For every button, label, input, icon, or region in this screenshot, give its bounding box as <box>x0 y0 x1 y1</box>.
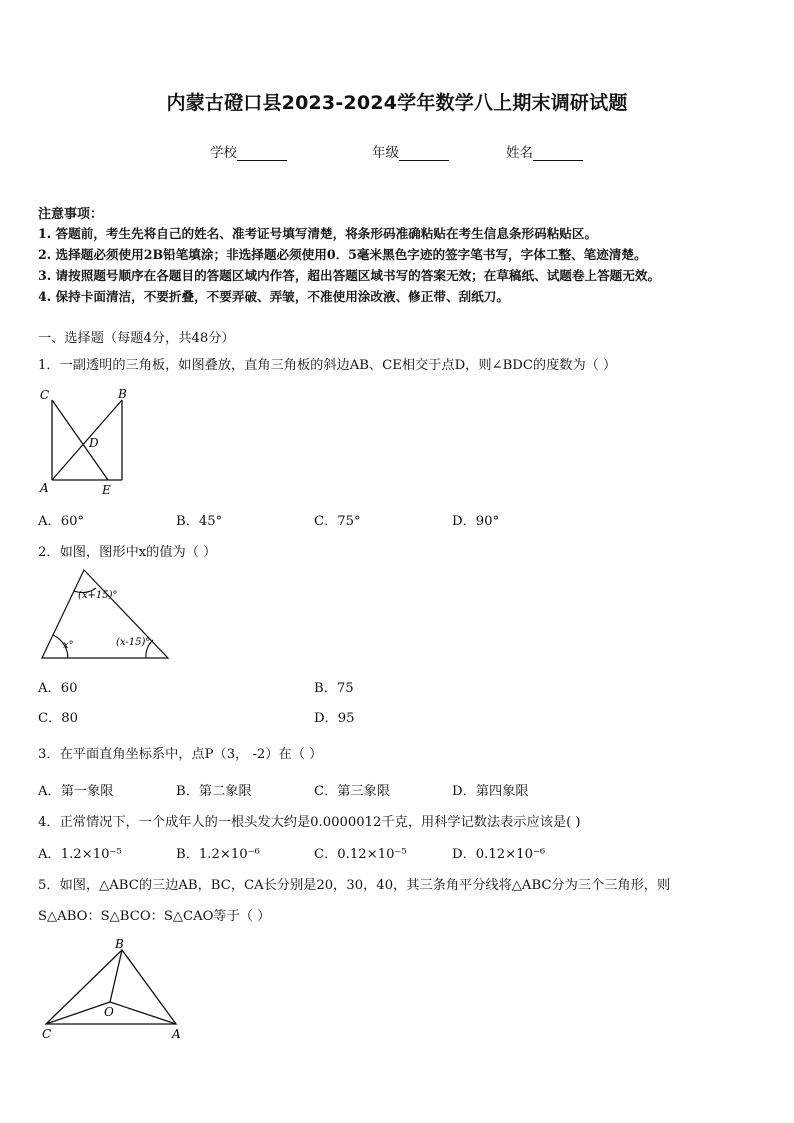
question-1-figure <box>36 384 136 500</box>
q1-option-b: B．45° <box>176 514 223 529</box>
q3-option-c: C．第三象限 <box>314 784 391 799</box>
label-a: A <box>172 1027 181 1041</box>
line-bo <box>110 950 122 1002</box>
question-5-figure <box>36 934 186 1044</box>
question-5-stem-ratio: S△ABO：S△BCO：S△CAO等于（ ） <box>38 909 271 924</box>
q2-option-a: A．60 <box>38 681 78 696</box>
q4-option-d: D．0.12×10⁻⁶ <box>452 847 546 862</box>
q3-option-d: D．第四象限 <box>452 784 529 799</box>
school-blank <box>237 146 287 161</box>
q1-option-c: C．75° <box>314 514 361 529</box>
grade-field <box>372 141 449 161</box>
line-co <box>46 1002 110 1024</box>
question-5-stem: 5．如图，△ABC的三边AB，BC，CA长分别是20，30，40，其三条角平分线将△ABC分为三个三角形，则 <box>38 878 671 893</box>
grade-label: 年级 <box>372 145 399 161</box>
label-right-angle: (x-15)° <box>116 637 151 648</box>
q3-option-a: A．第一象限 <box>38 784 114 799</box>
label-d: D <box>89 436 99 450</box>
label-a: A <box>40 481 49 495</box>
q1-option-d: D．90° <box>452 514 500 529</box>
label-left-angle: x° <box>63 640 74 651</box>
label-top-angle: (x+15)° <box>78 590 118 601</box>
label-o: O <box>104 1005 114 1019</box>
label-e: E <box>102 483 111 497</box>
question-3-stem: 3．在平面直角坐标系中，点P（3， -2）在（ ） <box>38 747 323 762</box>
note-item: 1. 答题前，考生先将自己的姓名、准考证号填写清楚，将条形码准确粘贴在考生信息条形码粘贴区。 <box>38 226 598 241</box>
label-b: B <box>118 387 127 401</box>
label-c: C <box>40 388 50 402</box>
q1-option-a: A．60° <box>38 514 85 529</box>
page-title: 内蒙古磴口县2023-2024学年数学八上期末调研试题 <box>166 92 628 114</box>
note-item: 4. 保持卡面清洁，不要折叠，不要弄破、弄皱，不准使用涂改液、修正带、刮纸刀。 <box>38 289 509 304</box>
q3-option-b: B．第二象限 <box>176 784 252 799</box>
q2-option-c: C．80 <box>38 711 79 726</box>
q2-option-d: D．95 <box>314 711 355 726</box>
line-ce <box>52 400 108 480</box>
name-field <box>506 141 583 161</box>
question-2-figure <box>36 566 176 664</box>
question-2-stem: 2．如图，图形中x的值为（ ） <box>38 545 217 560</box>
label-b: B <box>115 937 124 951</box>
line-ao <box>110 1002 176 1024</box>
note-item: 2. 选择题必须使用2B铅笔填涂；非选择题必须使用0．5毫米黑色字迹的签字笔书写，字体工整、笔迹清楚。 <box>38 247 647 262</box>
section-heading: 一、选择题（每题4分，共48分） <box>38 331 235 346</box>
name-label: 姓名 <box>506 145 533 161</box>
school-label: 学校 <box>210 145 237 161</box>
question-4-stem: 4．正常情况下，一个成年人的一根头发大约是0.0000012千克，用科学记数法表示应该是( ) <box>38 815 581 830</box>
line-ab <box>52 400 122 480</box>
q2-option-b: B．75 <box>314 681 354 696</box>
label-c: C <box>42 1027 52 1041</box>
q4-option-b: B．1.2×10⁻⁶ <box>176 847 260 862</box>
q4-option-c: C．0.12×10⁻⁵ <box>314 847 407 862</box>
note-item: 3. 请按照题号顺序在各题目的答题区域内作答，超出答题区域书写的答案无效；在草稿纸、试题卷上答题无效。 <box>38 268 661 283</box>
school-field <box>210 141 287 161</box>
name-blank <box>533 146 583 161</box>
q4-option-a: A．1.2×10⁻⁵ <box>38 847 122 862</box>
question-1-stem: 1．一副透明的三角板，如图叠放，直角三角板的斜边AB、CE相交于点D，则∠BDC的度数为（ ） <box>38 358 617 373</box>
grade-blank <box>399 146 449 161</box>
notes-heading: 注意事项： <box>38 207 104 222</box>
